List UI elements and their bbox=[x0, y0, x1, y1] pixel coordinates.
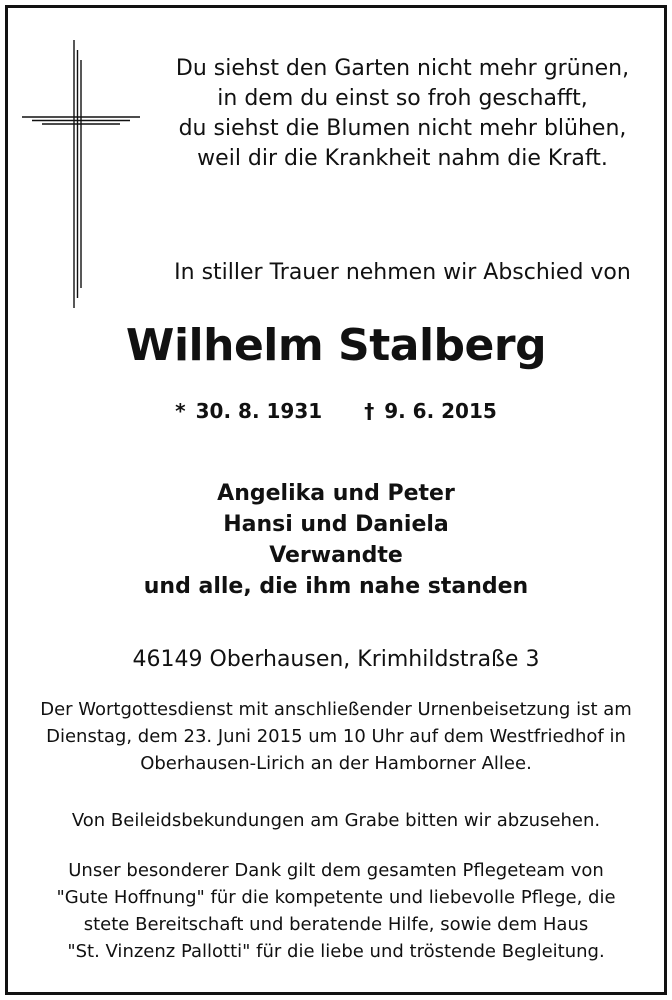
death-symbol: † bbox=[364, 399, 375, 423]
thanks-line: "St. Vinzenz Pallotti" für die liebe und tröstende Begleitung. bbox=[67, 941, 605, 962]
intro-text: In stiller Trauer nehmen wir Abschied von bbox=[174, 260, 631, 285]
mourner-line: und alle, die ihm nahe standen bbox=[143, 574, 529, 599]
mourner-line: Angelika und Peter bbox=[217, 481, 455, 506]
poem bbox=[150, 54, 655, 174]
death-date: 9. 6. 2015 bbox=[384, 399, 497, 423]
poem-line: Du siehst den Garten nicht mehr grünen, bbox=[175, 56, 630, 81]
service-line: Dienstag, dem 23. Juni 2015 um 10 Uhr auf dem Westfriedhof in bbox=[46, 726, 626, 747]
thanks-text bbox=[0, 857, 672, 965]
birth-date: 30. 8. 1931 bbox=[195, 399, 323, 423]
service-line: Der Wortgottesdienst mit anschließender Urnenbeisetzung ist am bbox=[40, 699, 632, 720]
thanks-line: "Gute Hoffnung" für die kompetente und liebevolle Pflege, die bbox=[56, 887, 616, 908]
poem-line: du siehst die Blumen nicht mehr blühen, bbox=[178, 116, 627, 141]
cross-icon bbox=[22, 40, 142, 310]
mourners-list bbox=[0, 478, 672, 602]
poem-line: in dem du einst so froh geschafft, bbox=[217, 86, 588, 111]
service-line: Oberhausen-Lirich an der Hamborner Allee. bbox=[140, 753, 532, 774]
deceased-name: Wilhelm Stalberg bbox=[125, 320, 547, 371]
condolence-note bbox=[0, 807, 672, 834]
condolence-line: Von Beileidsbekundungen am Grabe bitten wir abzusehen. bbox=[71, 810, 601, 831]
address: 46149 Oberhausen, Krimhildstraße 3 bbox=[132, 647, 540, 672]
birth-symbol: * bbox=[175, 399, 186, 423]
thanks-line: Unser besonderer Dank gilt dem gesamten Pflegeteam von bbox=[68, 860, 604, 881]
service-info bbox=[0, 696, 672, 777]
poem-line: weil dir die Krankheit nahm die Kraft. bbox=[197, 146, 608, 171]
mourner-line: Verwandte bbox=[269, 543, 403, 568]
thanks-line: stete Bereitschaft und beratende Hilfe, sowie dem Haus bbox=[83, 914, 589, 935]
mourner-line: Hansi und Daniela bbox=[223, 512, 449, 537]
life-dates bbox=[0, 398, 672, 424]
